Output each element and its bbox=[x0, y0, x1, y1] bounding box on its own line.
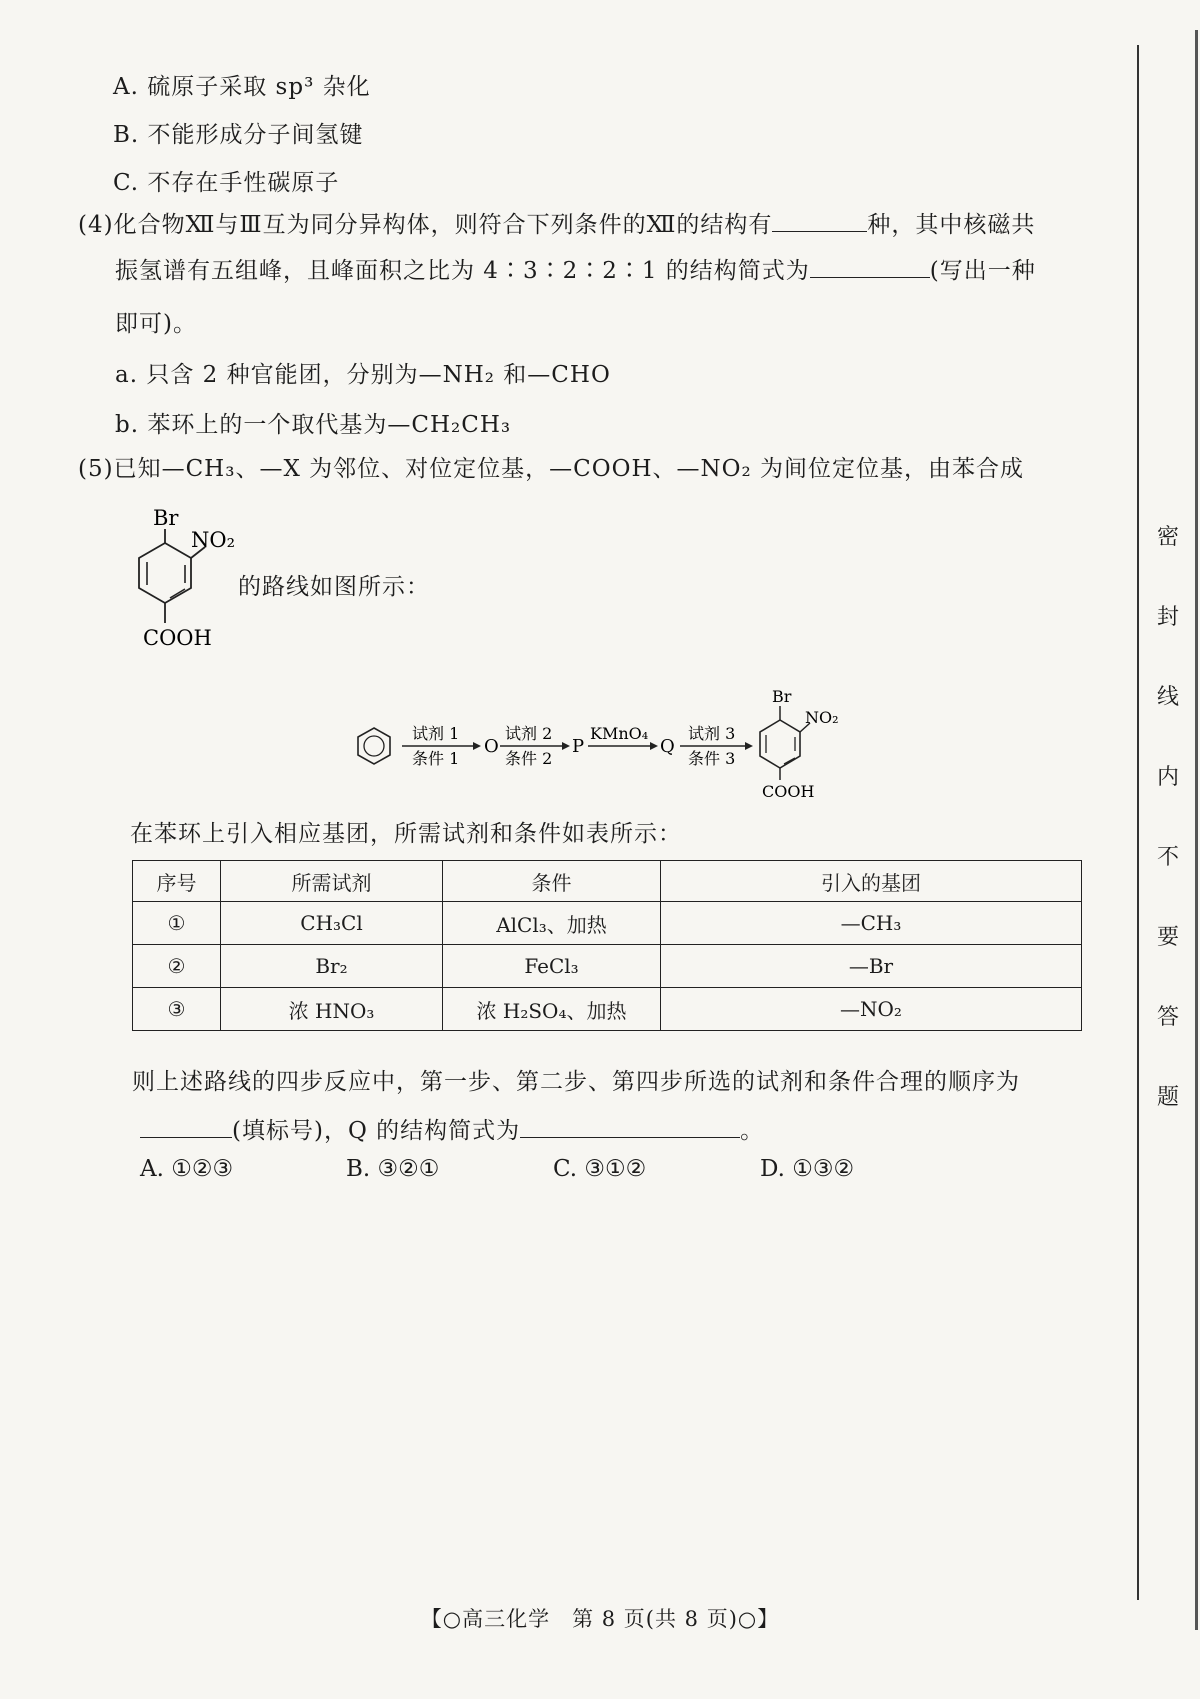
product-no2: NO₂ bbox=[805, 708, 839, 727]
q4-condition-a: a. 只含 2 种官能团，分别为—NH₂ 和—CHO bbox=[115, 362, 611, 388]
step2-condition: 条件 2 bbox=[505, 749, 553, 768]
q5-ask-end: 。 bbox=[740, 1118, 765, 1144]
seal-line-notice bbox=[1148, 520, 1188, 1160]
q5-intro: (5)已知—CH₃、—X 为邻位、对位定位基，—COOH、—NO₂ 为间位定位基，由苯合成 bbox=[78, 456, 1025, 482]
q5-ask-line1: 则上述路线的四步反应中，第一步、第二步、第四步所选的试剂和条件合理的顺序为 bbox=[132, 1069, 1020, 1095]
step4-condition: 条件 3 bbox=[688, 749, 736, 768]
q5-ask-line2 bbox=[140, 1112, 764, 1145]
row-group: —Br bbox=[661, 945, 1082, 988]
q4-line1-text: (4)化合物Ⅻ与Ⅲ互为同分异构体，则符合下列条件的Ⅻ的结构有 bbox=[78, 212, 773, 238]
choice-a[interactable]: A. ①②③ bbox=[140, 1156, 234, 1182]
option-a: A. 硫原子采取 sp³ 杂化 bbox=[113, 74, 371, 100]
synthesis-scheme bbox=[350, 670, 870, 800]
header-reagent: 所需试剂 bbox=[221, 861, 443, 902]
q4-line2 bbox=[115, 252, 1036, 285]
answer-blank-count[interactable] bbox=[772, 230, 867, 232]
table-header-row bbox=[133, 861, 1082, 902]
row-condition: FeCl₃ bbox=[443, 945, 661, 988]
answer-blank-q-structure[interactable] bbox=[520, 1136, 740, 1138]
header-condition: 条件 bbox=[443, 861, 661, 902]
step1-reagent: 试剂 1 bbox=[412, 724, 460, 743]
step4-reagent: 试剂 3 bbox=[688, 724, 736, 743]
answer-blank-structure[interactable] bbox=[810, 276, 930, 278]
step2-reagent: 试剂 2 bbox=[505, 724, 553, 743]
reagent-table bbox=[132, 860, 1082, 1031]
product-br: Br bbox=[772, 687, 792, 706]
q4-condition-b: b. 苯环上的一个取代基为—CH₂CH₃ bbox=[115, 412, 512, 438]
seal-char: 封 bbox=[1156, 605, 1179, 630]
header-index: 序号 bbox=[133, 861, 221, 902]
step1-condition: 条件 1 bbox=[412, 749, 460, 768]
row-index: ① bbox=[133, 902, 221, 945]
seal-char: 答 bbox=[1156, 1005, 1179, 1030]
intermediate-q: Q bbox=[660, 736, 675, 757]
option-b: B. 不能形成分子间氢键 bbox=[113, 122, 364, 148]
intermediate-o: O bbox=[484, 736, 499, 757]
table-row bbox=[133, 945, 1082, 988]
target-molecule bbox=[125, 505, 255, 665]
row-group: —NO₂ bbox=[661, 988, 1082, 1031]
q5-route-text: 的路线如图所示： bbox=[238, 574, 430, 600]
binding-line bbox=[1137, 45, 1139, 1600]
table-row bbox=[133, 902, 1082, 945]
q5-ask-text: (填标号)，Q 的结构简式为 bbox=[232, 1118, 521, 1144]
seal-char: 不 bbox=[1156, 845, 1179, 870]
intermediate-p: P bbox=[572, 736, 585, 757]
q4-line3: 即可)。 bbox=[115, 311, 197, 337]
option-c: C. 不存在手性碳原子 bbox=[113, 170, 340, 196]
q4-line2-tail: (写出一种 bbox=[929, 258, 1036, 284]
table-row bbox=[133, 988, 1082, 1031]
row-group: —CH₃ bbox=[661, 902, 1082, 945]
q4-line2-text: 振氢谱有五组峰，且峰面积之比为 4∶3∶2∶2∶1 的结构简式为 bbox=[115, 258, 810, 284]
seal-char: 线 bbox=[1156, 685, 1179, 710]
row-index: ③ bbox=[133, 988, 221, 1031]
binding-edge bbox=[1195, 30, 1198, 1630]
seal-char: 内 bbox=[1156, 765, 1179, 790]
cooh-label: COOH bbox=[143, 626, 212, 650]
step3-reagent: KMnO₄ bbox=[590, 724, 649, 743]
seal-char: 密 bbox=[1156, 525, 1179, 550]
br-label: Br bbox=[153, 506, 179, 530]
seal-char: 题 bbox=[1156, 1085, 1179, 1110]
choice-c[interactable]: C. ③①② bbox=[553, 1156, 647, 1182]
row-reagent: Br₂ bbox=[221, 945, 443, 988]
product-cooh: COOH bbox=[762, 782, 815, 800]
row-reagent: CH₃Cl bbox=[221, 902, 443, 945]
header-group: 引入的基团 bbox=[661, 861, 1082, 902]
q4-line1-tail: 种，其中核磁共 bbox=[867, 212, 1036, 238]
choice-d[interactable]: D. ①③② bbox=[760, 1156, 855, 1182]
table-caption: 在苯环上引入相应基团，所需试剂和条件如表所示： bbox=[130, 821, 682, 847]
row-condition: 浓 H₂SO₄、加热 bbox=[443, 988, 661, 1031]
q4-line1 bbox=[78, 206, 1035, 239]
row-condition: AlCl₃、加热 bbox=[443, 902, 661, 945]
answer-blank-order[interactable] bbox=[140, 1136, 232, 1138]
seal-char: 要 bbox=[1156, 925, 1179, 950]
row-index: ② bbox=[133, 945, 221, 988]
no2-label: NO₂ bbox=[191, 528, 236, 552]
choice-b[interactable]: B. ③②① bbox=[346, 1156, 440, 1182]
benzene-start bbox=[358, 728, 390, 764]
page-footer: 【○高三化学 第 8 页(共 8 页)○】 bbox=[420, 1607, 780, 1631]
row-reagent: 浓 HNO₃ bbox=[221, 988, 443, 1031]
